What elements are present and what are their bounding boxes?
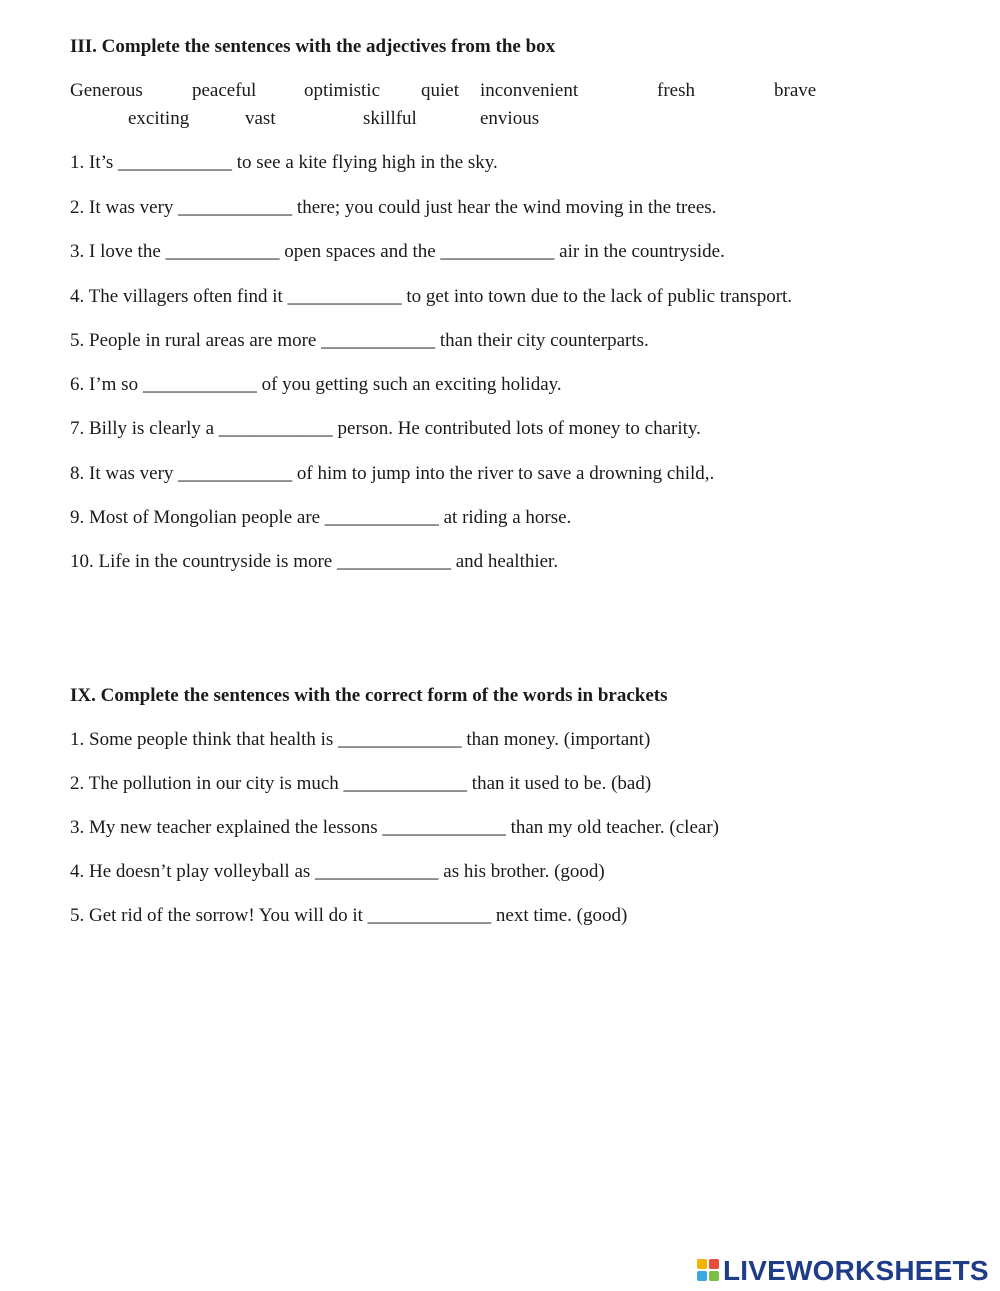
exercise-2-question-5: 5. Get rid of the sorrow! You will do it _____________ next time. (good) (70, 905, 628, 926)
liveworksheets-logo-text: LIVEWORKSHEETS (723, 1255, 989, 1286)
word-peaceful: peaceful (192, 80, 257, 101)
question-6: 6. I’m so ____________ of you getting such an exciting holiday. (70, 374, 562, 395)
exercise-2-question-2: 2. The pollution in our city is much _____________ than it used to be. (bad) (70, 773, 652, 794)
question-8: 8. It was very ____________ of him to jump into the river to save a drowning child,. (70, 463, 715, 484)
section-9-heading: IX. Complete the sentences with the correct form of the words in brackets (70, 685, 668, 706)
word-envious: envious (480, 108, 540, 129)
word-skillful: skillful (363, 108, 417, 129)
question-3: 3. I love the ____________ open spaces and the ____________ air in the countryside. (70, 241, 725, 262)
section-3-heading: III. Complete the sentences with the adjectives from the box (70, 36, 556, 57)
question-2: 2. It was very ____________ there; you could just hear the wind moving in the trees. (70, 197, 717, 218)
question-7: 7. Billy is clearly a ____________ person. He contributed lots of money to charity. (70, 418, 701, 439)
word-exciting: exciting (128, 108, 190, 129)
question-10: 10. Life in the countryside is more ____________ and healthier. (70, 551, 559, 572)
word-brave: brave (774, 80, 817, 101)
word-fresh: fresh (657, 80, 695, 101)
word-quiet: quiet (421, 80, 459, 101)
exercise-2-question-4: 4. He doesn’t play volleyball as _____________ as his brother. (good) (70, 861, 605, 882)
exercise-2-question-1: 1. Some people think that health is _____________ than money. (important) (70, 729, 651, 750)
word-vast: vast (245, 108, 276, 129)
question-5: 5. People in rural areas are more ____________ than their city counterparts. (70, 330, 649, 351)
word-inconvenient: inconvenient (480, 80, 579, 101)
liveworksheets-logo-icon (697, 1259, 721, 1283)
word-generous: Generous (70, 80, 143, 101)
exercise-2-question-3: 3. My new teacher explained the lessons _____________ than my old teacher. (clear) (70, 817, 719, 838)
question-9: 9. Most of Mongolian people are ____________ at riding a horse. (70, 507, 572, 528)
word-optimistic: optimistic (304, 80, 380, 101)
question-4: 4. The villagers often find it ____________ to get into town due to the lack of public transport. (70, 286, 793, 307)
question-1: 1. It’s ____________ to see a kite flying high in the sky. (70, 152, 498, 173)
